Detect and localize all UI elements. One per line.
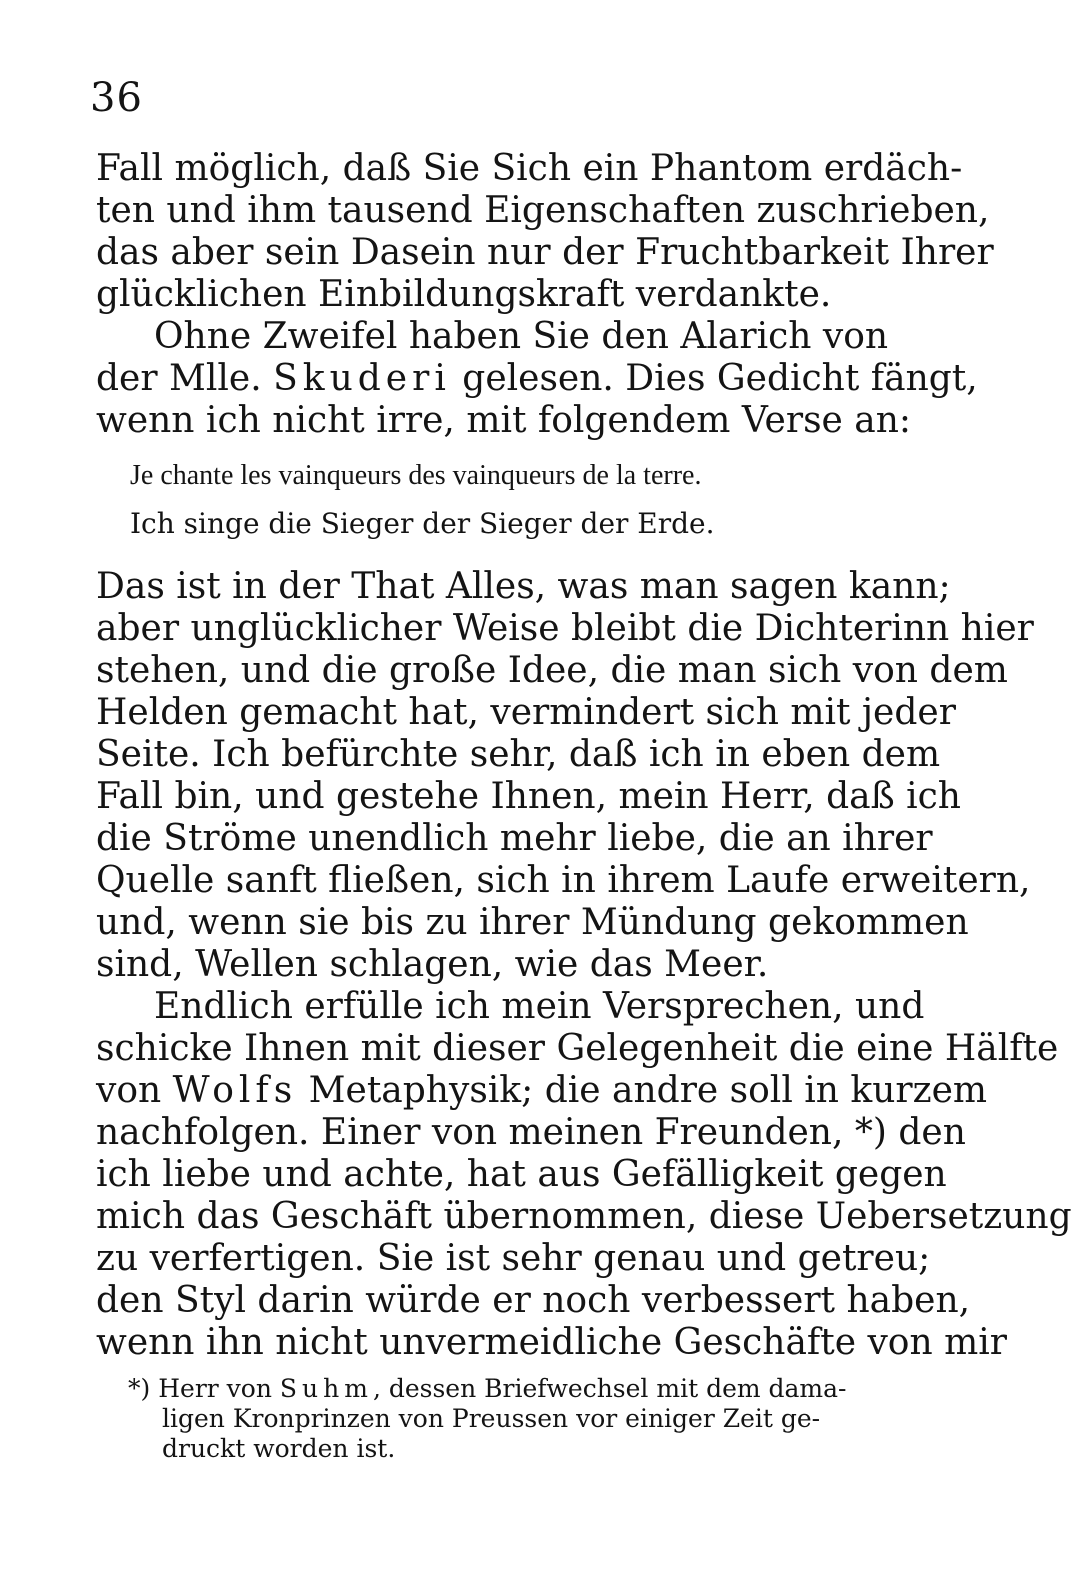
text-fragment: , dessen Briefwechsel mit dem dama-	[372, 1374, 847, 1403]
quote-french: Je chante les vainqueurs des vainqueurs de la terre.	[130, 460, 702, 491]
text-line: nachfolgen. Einer von meinen Freunden, *) den	[96, 1112, 966, 1153]
footnote-line: ligen Kronprinzen von Preussen vor einiger Zeit ge-	[162, 1404, 821, 1433]
quote-german: Ich singe die Sieger der Sieger der Erde.	[130, 507, 715, 540]
text-block-main	[96, 566, 1072, 1364]
footnote-line	[128, 1374, 847, 1404]
text-line: Ohne Zweifel haben Sie den Alarich von	[154, 316, 889, 357]
text-line: Das ist in der That Alles, was man sagen kann;	[96, 566, 951, 607]
text-line: den Styl darin würde er noch verbessert haben,	[96, 1280, 971, 1321]
text-fragment: der Mlle.	[96, 358, 262, 399]
text-line: Fall möglich, daß Sie Sich ein Phantom erdäch-	[96, 148, 963, 189]
text-fragment: von	[96, 1070, 162, 1111]
text-line: glücklichen Einbildungskraft verdankte.	[96, 274, 832, 315]
text-line: Seite. Ich befürchte sehr, daß ich in eben dem	[96, 734, 941, 775]
author-name-wolf: Wolfs	[172, 1070, 298, 1111]
text-fragment: gelesen. Dies Gedicht fängt,	[462, 358, 978, 399]
page-number: 36	[90, 75, 143, 121]
text-line: das aber sein Dasein nur der Fruchtbarkeit Ihrer	[96, 232, 994, 273]
text-block-top	[96, 148, 994, 442]
author-name-skuderi: Skuderi	[273, 358, 451, 399]
text-line: ten und ihm tausend Eigenschaften zuschrieben,	[96, 190, 990, 231]
text-fragment: Herr von	[158, 1374, 272, 1403]
text-line	[96, 358, 978, 400]
text-line: sind, Wellen schlagen, wie das Meer.	[96, 944, 769, 985]
text-line: die Ströme unendlich mehr liebe, die an ihrer	[96, 818, 933, 859]
footnote	[128, 1374, 847, 1464]
footnote-line: druckt worden ist.	[162, 1434, 396, 1463]
text-line: zu verfertigen. Sie ist sehr genau und getreu;	[96, 1238, 931, 1279]
text-line: Quelle sanft fließen, sich in ihrem Laufe erweitern,	[96, 860, 1031, 901]
text-line: wenn ich nicht irre, mit folgendem Verse an:	[96, 400, 912, 441]
text-line: Fall bin, und gestehe Ihnen, mein Herr, daß ich	[96, 776, 961, 817]
text-line: ich liebe und achte, hat aus Gefälligkeit gegen	[96, 1154, 947, 1195]
text-line: wenn ihn nicht unvermeidliche Geschäfte von mir	[96, 1322, 1007, 1363]
text-line	[96, 1070, 988, 1112]
footnote-marker: *)	[128, 1374, 151, 1403]
text-line: aber unglücklicher Weise bleibt die Dichterinn hier	[96, 608, 1034, 649]
text-line: und, wenn sie bis zu ihrer Mündung gekommen	[96, 902, 969, 943]
text-line: stehen, und die große Idee, die man sich von dem	[96, 650, 1008, 691]
text-fragment: Metaphysik; die andre soll in kurzem	[308, 1070, 988, 1111]
text-line: Endlich erfülle ich mein Versprechen, und	[154, 986, 925, 1027]
text-line: schicke Ihnen mit dieser Gelegenheit die eine Hälfte	[96, 1028, 1059, 1069]
text-line: Helden gemacht hat, vermindert sich mit jeder	[96, 692, 956, 733]
text-line: mich das Geschäft übernommen, diese Uebersetzung	[96, 1196, 1072, 1237]
person-name-suhm: Suhm	[279, 1374, 373, 1403]
